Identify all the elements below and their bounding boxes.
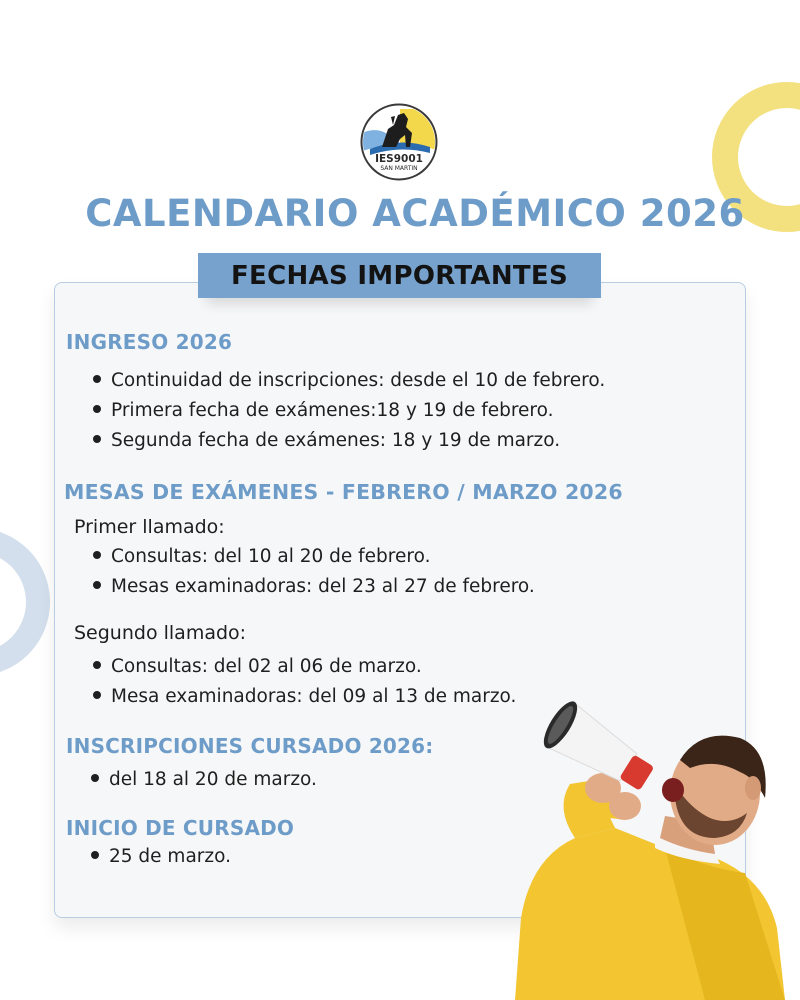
person-with-megaphone-illustration (515, 688, 800, 1000)
list-item: Consultas: del 02 al 06 de marzo. (93, 656, 422, 677)
heading-inicio: INICIO DE CURSADO (66, 816, 295, 840)
primer-llamado-label: Primer llamado: (74, 516, 225, 538)
list-item: Segunda fecha de exámenes: 18 y 19 de marzo. (93, 430, 560, 451)
list-item: Primera fecha de exámenes:18 y 19 de febrero. (93, 400, 554, 421)
list-item: Consultas: del 10 al 20 de febrero. (93, 546, 430, 567)
institute-logo-icon (360, 103, 438, 181)
section-badge: FECHAS IMPORTANTES (198, 253, 601, 298)
heading-mesas: MESAS DE EXÁMENES - FEBRERO / MARZO 2026 (64, 480, 623, 504)
heading-ingreso: INGRESO 2026 (66, 330, 233, 354)
svg-text:IES9001: IES9001 (375, 153, 423, 165)
svg-text:SAN MARTIN: SAN MARTIN (380, 165, 418, 172)
list-item: 25 de marzo. (91, 846, 231, 867)
list-item: Mesa examinadoras: del 09 al 13 de marzo. (93, 686, 516, 707)
list-item: Mesas examinadoras: del 23 al 27 de febrero. (93, 576, 535, 597)
list-item: Continuidad de inscripciones: desde el 10 de febrero. (93, 370, 605, 391)
decorative-blue-ring (0, 528, 50, 676)
list-item: del 18 al 20 de marzo. (91, 769, 317, 790)
heading-inscripciones: INSCRIPCIONES CURSADO 2026: (66, 734, 434, 758)
segundo-llamado-label: Segundo llamado: (74, 622, 247, 644)
page-title: CALENDARIO ACADÉMICO 2026 (85, 192, 745, 235)
